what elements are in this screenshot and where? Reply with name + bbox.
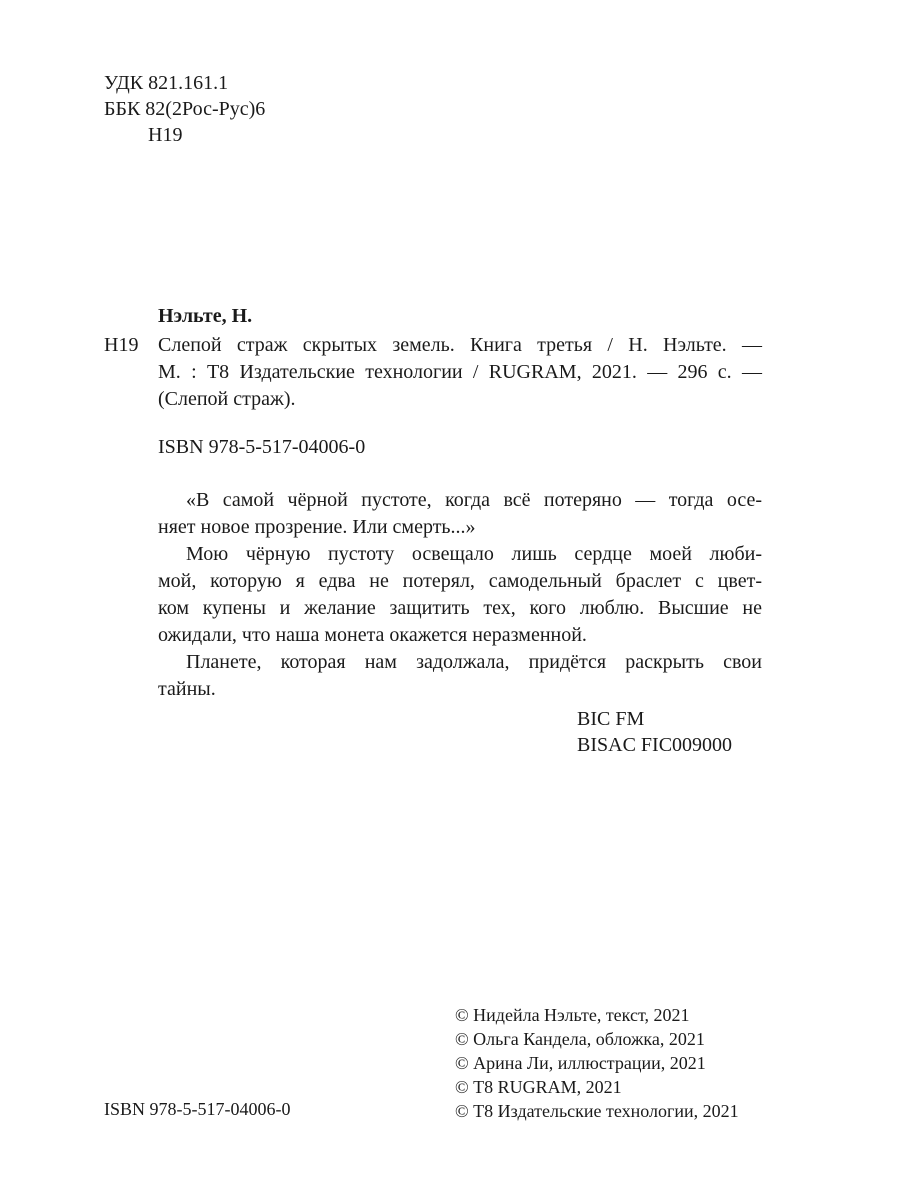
copyright-line: © Т8 Издательские технологии, 2021	[455, 1101, 739, 1121]
copyright-line: © Т8 RUGRAM, 2021	[455, 1077, 622, 1097]
bic-code: BIC FM	[577, 708, 645, 730]
copyright-line: © Арина Ли, иллюстрации, 2021	[455, 1053, 706, 1073]
annotation-line: ком купены и желание защитить тех, кого люблю. Высшие не	[158, 597, 762, 619]
biblio-line: (Слепой страж).	[158, 388, 296, 410]
classification-block	[104, 70, 265, 148]
biblio-line: М. : Т8 Издательские технологии / RUGRAM, 2021. — 296 с. —	[158, 361, 762, 383]
bisac-code: BISAC FIC009000	[577, 734, 733, 756]
annotation-line: Планете, которая нам задолжала, придётся раскрыть свои	[186, 651, 762, 673]
biblio-line: Слепой страж скрытых земель. Книга третья / Н. Нэльте. —	[158, 334, 762, 356]
annotation-line: ожидали, что наша монета окажется неразменной.	[158, 624, 587, 646]
biblio-author-mark: Н19	[104, 334, 139, 356]
bibliographic-description	[158, 332, 762, 413]
copyright-line: © Нидейла Нэльте, текст, 2021	[455, 1005, 690, 1025]
annotation-line: мой, которую я едва не потерял, самодельный браслет с цвет-	[158, 570, 762, 592]
annotation-line: «В самой чёрной пустоте, когда всё потеряно — тогда осе-	[186, 489, 762, 511]
footer-isbn: ISBN 978-5-517-04006-0	[104, 1099, 291, 1119]
isbn: ISBN 978-5-517-04006-0	[158, 436, 366, 458]
bbk-code: ББК 82(2Рос-Рус)6	[104, 98, 266, 120]
udk-code: УДК 821.161.1	[104, 72, 229, 94]
copyright-block	[455, 1003, 739, 1123]
annotation-line: Мою чёрную пустоту освещало лишь сердце моей люби-	[186, 543, 762, 565]
copyright-line: © Ольга Кандела, обложка, 2021	[455, 1029, 705, 1049]
subject-codes	[577, 706, 732, 758]
annotation	[158, 487, 762, 703]
annotation-line: тайны.	[158, 678, 216, 700]
author-heading: Нэльте, Н.	[158, 305, 253, 327]
author-mark: Н19	[148, 124, 183, 146]
annotation-line: няет новое прозрение. Или смерть...»	[158, 516, 476, 538]
